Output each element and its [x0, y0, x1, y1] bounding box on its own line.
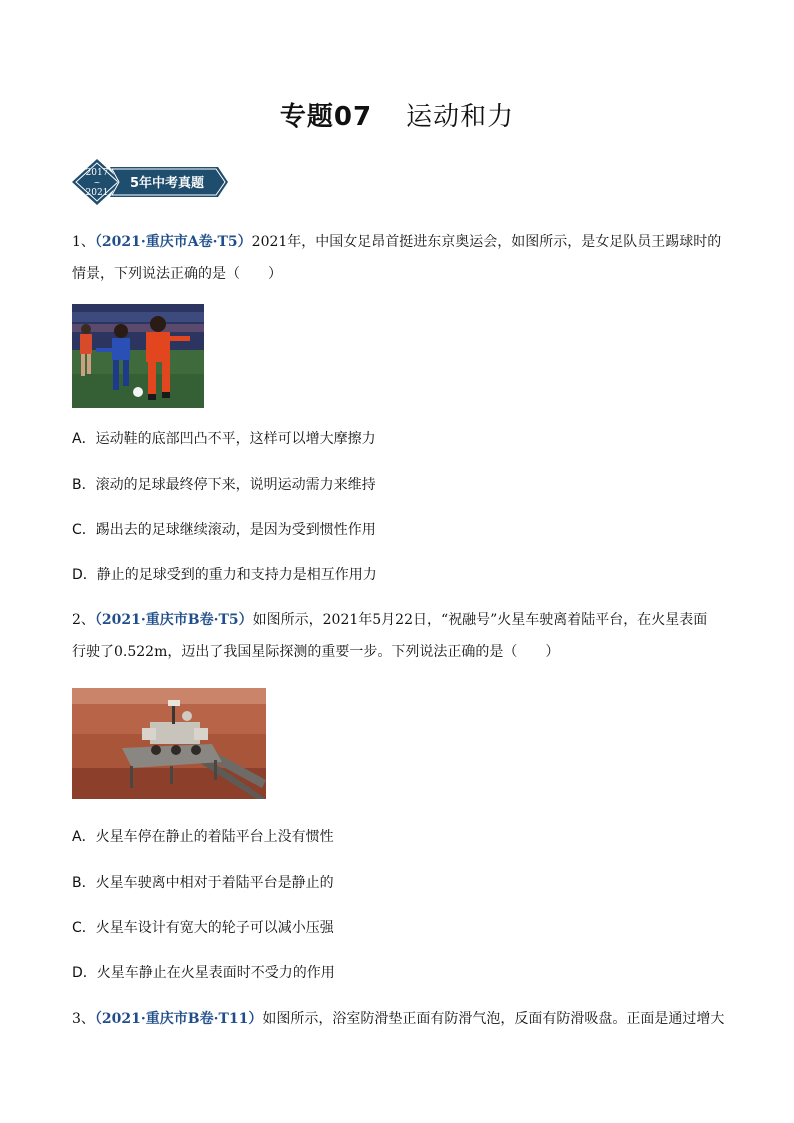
question-1-number: 1、: [72, 234, 95, 250]
question-3-text-1: 如图所示，浴室防滑垫正面有防滑气泡，反面有防滑吸盘。正面是通过增大: [262, 1011, 725, 1027]
question-1-option-d[interactable]: D．静止的足球受到的重力和支持力是相互作用力: [72, 567, 377, 583]
question-1-option-c[interactable]: C．踢出去的足球继续滚动，是因为受到惯性作用: [72, 522, 376, 538]
banner-year-sep: ~: [93, 178, 101, 187]
question-1-text-1: 2021年，中国女足昂首挺进东京奥运会，如图所示，是女足队员王踢球时的: [251, 234, 722, 250]
question-3-number: 3、: [72, 1011, 95, 1027]
banner-label: 5年中考真题: [129, 176, 205, 191]
question-1-option-b[interactable]: B．滚动的足球最终停下来，说明运动需力来维持: [72, 477, 376, 493]
question-2-option-c[interactable]: C．火星车设计有宽大的轮子可以减小压强: [72, 920, 334, 936]
question-2-number: 2、: [72, 612, 95, 628]
question-1-option-a[interactable]: A．运动鞋的底部凹凸不平，这样可以增大摩擦力: [72, 431, 376, 447]
exam-years-banner: [70, 157, 230, 207]
question-2-line-1: [72, 612, 732, 628]
soccer-players-photo: [72, 304, 204, 408]
question-2-option-b[interactable]: B．火星车驶离中相对于着陆平台是静止的: [72, 875, 334, 891]
question-2-option-a[interactable]: A．火星车停在静止的着陆平台上没有惯性: [72, 829, 334, 845]
banner-year-bottom: 2021: [85, 188, 109, 198]
page-title: [0, 96, 794, 133]
question-1-line-2: 情景，下列说法正确的是（ ）: [72, 266, 282, 282]
banner-year-top: 2017: [85, 168, 109, 178]
mars-rover-photo: [72, 688, 266, 799]
banner-graphic: [70, 157, 230, 207]
question-2-text-1: 如图所示，2021年5月22日，“祝融号”火星车驶离着陆平台，在火星表面: [252, 612, 708, 628]
question-2-option-d[interactable]: D．火星车静止在火星表面时不受力的作用: [72, 965, 335, 981]
question-1-line-1: [72, 234, 732, 250]
question-3-line-1: [72, 1011, 732, 1027]
topic-name: 运动和力: [406, 102, 515, 132]
question-2-source: （2021·重庆市B卷·T5）: [94, 612, 253, 628]
question-3-source: （2021·重庆市B卷·T11）: [94, 1011, 263, 1027]
topic-number: 专题07: [279, 102, 373, 132]
question-1-source: （2021·重庆市A卷·T5）: [94, 234, 252, 250]
question-2-line-2: 行驶了0.522m，迈出了我国星际探测的重要一步。下列说法正确的是（ ）: [72, 644, 560, 660]
